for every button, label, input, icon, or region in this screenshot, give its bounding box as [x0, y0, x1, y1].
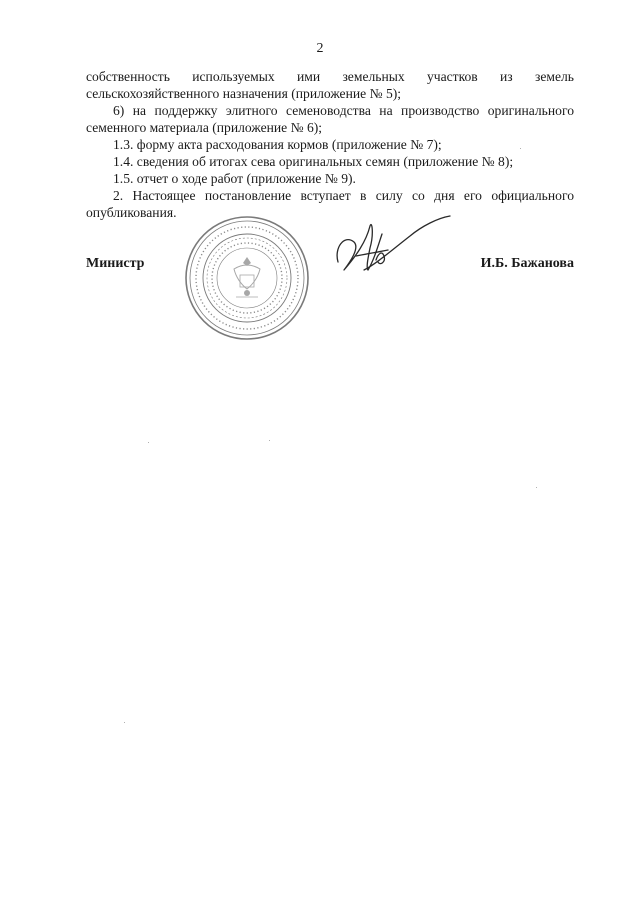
- handwritten-signature-icon: [326, 212, 466, 282]
- signature-block: [86, 220, 574, 340]
- body-text: [86, 68, 574, 221]
- paragraph-item-6: 6) на поддержку элитного семеноводства на производство оригинального семенного материала (приложение № 6);: [86, 103, 574, 135]
- minister-label: Министр: [86, 256, 145, 271]
- page-number: 2: [316, 41, 324, 56]
- signer-name: И.Б. Бажанова: [480, 256, 574, 271]
- paragraph-item-2: 2. Настоящее постановление вступает в силу со дня его официального опубликования.: [86, 188, 574, 220]
- paragraph-continuation: собственность используемых ими земельных участков из земель сельскохозяйственного назначения (приложение № 5);: [86, 69, 574, 101]
- paragraph-item-1-3: 1.3. форму акта расходования кормов (приложение № 7);: [113, 137, 442, 152]
- official-seal-icon: [182, 213, 312, 343]
- paragraph-item-1-5: 1.5. отчет о ходе работ (приложение № 9).: [113, 171, 356, 186]
- paragraph-item-1-4: 1.4. сведения об итогах сева оригинальных семян (приложение № 8);: [113, 154, 514, 169]
